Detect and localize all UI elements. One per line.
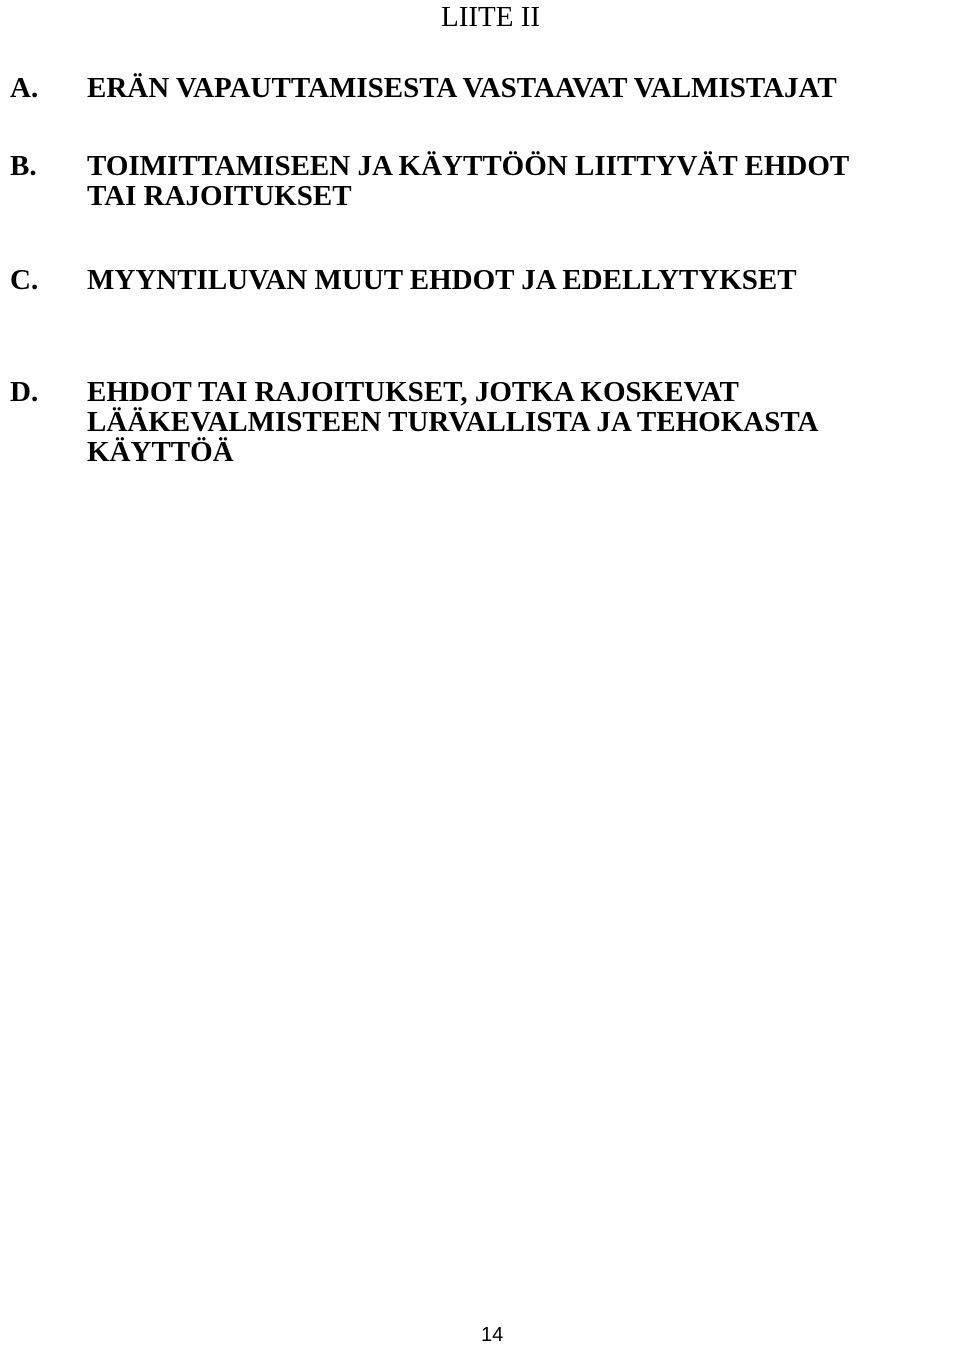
section-letter: B. xyxy=(10,150,37,182)
heading-line: LÄÄKEVALMISTEEN TURVALLISTA JA TEHOKASTA xyxy=(87,406,819,438)
section-heading xyxy=(87,377,957,467)
section-heading xyxy=(87,151,957,211)
section-letter: C. xyxy=(10,264,39,296)
heading-line: ERÄN VAPAUTTAMISESTA VASTAAVAT VALMISTAJAT xyxy=(87,72,837,104)
page-title: LIITE II xyxy=(441,1,541,33)
heading-line: EHDOT TAI RAJOITUKSET, JOTKA KOSKEVAT xyxy=(87,376,739,408)
section-heading xyxy=(87,73,957,103)
section-letter: D. xyxy=(10,376,39,408)
heading-line: TAI RAJOITUKSET xyxy=(87,180,352,212)
heading-line: KÄYTTÖÄ xyxy=(87,436,234,468)
heading-line: MYYNTILUVAN MUUT EHDOT JA EDELLYTYKSET xyxy=(87,264,797,296)
section-letter: A. xyxy=(10,72,39,104)
page-number: 14 xyxy=(481,1324,504,1346)
section-heading xyxy=(87,265,957,295)
heading-line: TOIMITTAMISEEN JA KÄYTTÖÖN LIITTYVÄT EHDOT xyxy=(87,150,850,182)
